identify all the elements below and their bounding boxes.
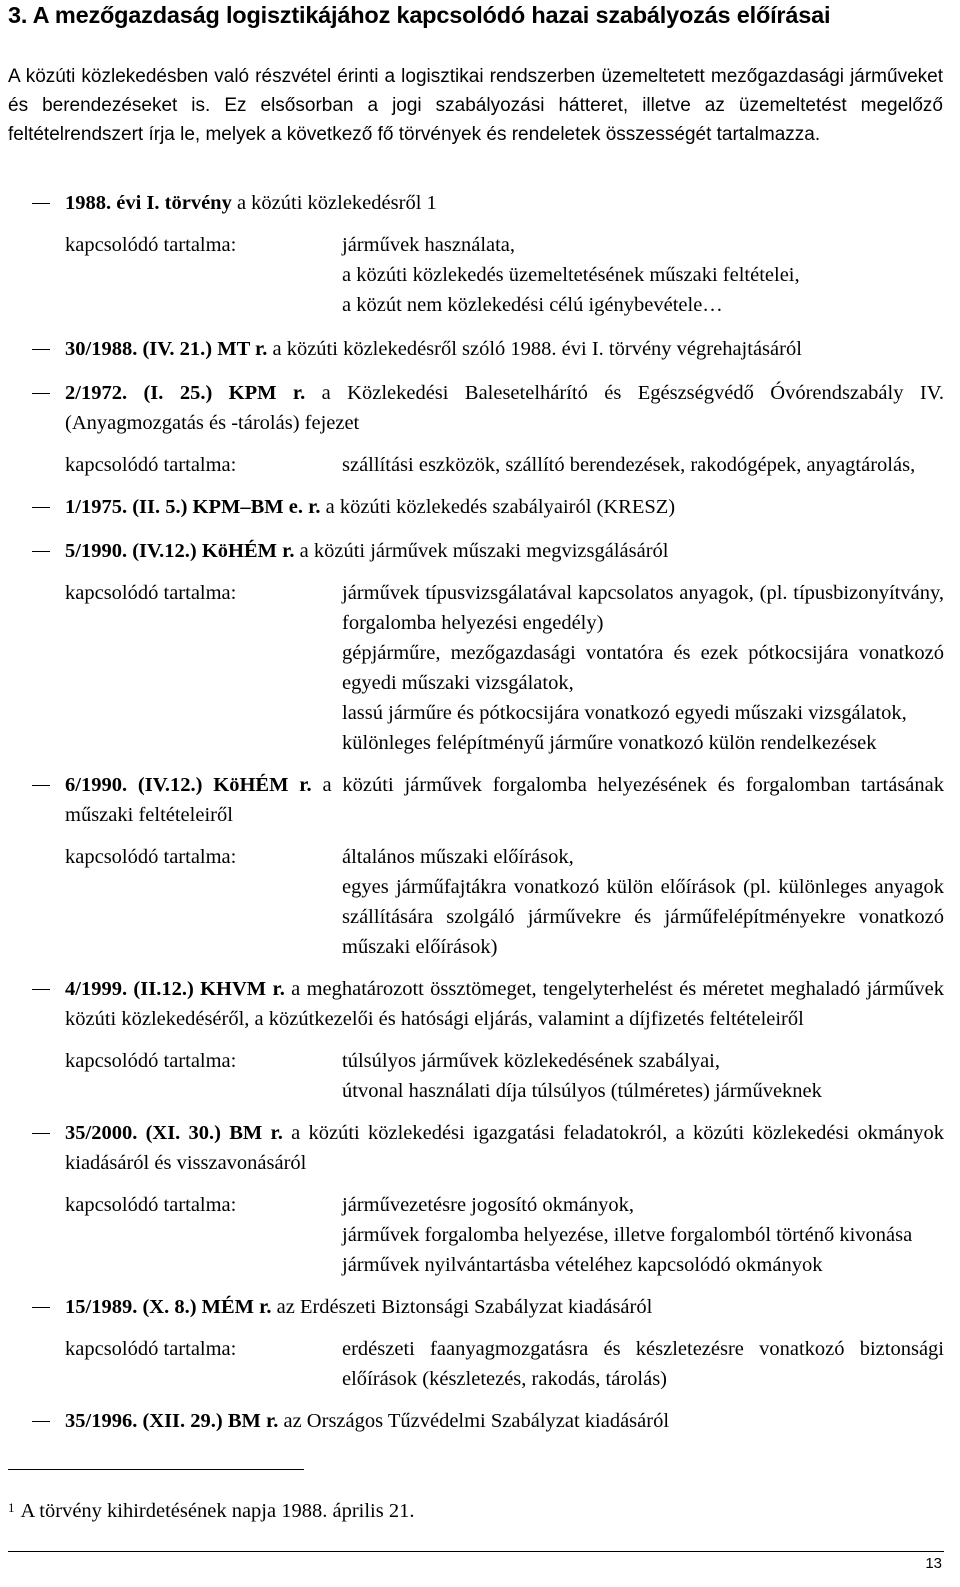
law-entry xyxy=(8,770,944,974)
law-entry xyxy=(8,1292,944,1406)
related-item: járművezetésre jogosító okmányok, xyxy=(342,1194,635,1216)
law-heading xyxy=(8,188,944,218)
related-content xyxy=(8,450,944,480)
list-dash xyxy=(32,551,50,552)
law-title: az Erdészeti Biztonsági Szabályzat kiadásáról xyxy=(271,1296,653,1318)
related-item: lassú járműre és pótkocsijára vonatkozó egyedi műszaki vizsgálatok, xyxy=(342,702,907,724)
law-code: 1988. évi I. törvény xyxy=(65,192,232,214)
intro-paragraph: A közúti közlekedésben való részvétel érinti a logisztikai rendszerben üzemeltetett mezőgazdasági járműveket és berendezéseket is. Ez elsősorban a jogi szabályozási hátteret, illetve az üzemeltetést megelőző feltételrendszert írja le, melyek a következő fő törvények és rendeletek összességét tartalmazza. xyxy=(8,66,943,145)
law-code: 1/1975. (II. 5.) KPM–BM e. r. xyxy=(65,496,321,518)
related-content xyxy=(8,230,944,320)
section-title: 3. A mezőgazdaság logisztikájához kapcsolódó hazai szabályozás előírásai xyxy=(8,2,831,28)
law-title: a közúti közlekedés szabályairól (KRESZ) xyxy=(320,496,676,518)
related-label: kapcsolódó tartalma: xyxy=(65,1194,237,1216)
related-item: túlsúlyos járművek közlekedésének szabályai, xyxy=(342,1050,720,1072)
related-items xyxy=(342,578,944,758)
list-dash xyxy=(32,349,50,350)
list-dash xyxy=(32,393,50,394)
law-heading xyxy=(8,536,944,566)
list-dash xyxy=(32,507,50,508)
footnote-mark: 1 xyxy=(8,1500,15,1515)
related-label: kapcsolódó tartalma: xyxy=(65,582,237,604)
law-heading xyxy=(8,378,944,438)
related-item: szállítási eszközök, szállító berendezések, rakodógépek, anyagtárolás, xyxy=(342,454,916,476)
law-code: 35/1996. (XII. 29.) BM r. xyxy=(65,1410,279,1432)
related-label: kapcsolódó tartalma: xyxy=(65,1050,237,1072)
law-entry xyxy=(8,378,944,492)
related-items xyxy=(342,450,944,480)
related-label: kapcsolódó tartalma: xyxy=(65,1338,237,1360)
law-title: a közúti közlekedésről 1 xyxy=(231,192,437,214)
law-heading xyxy=(8,974,944,1034)
law-title: a Közlekedési Balesetelhárító és Egészségvédő Óvórendszabály IV. (Anyagmozgatás és -tárolás) fejezet xyxy=(65,382,944,434)
list-dash xyxy=(32,1307,50,1308)
law-title: a meghatározott össztömeget, tengelyterhelést és méretet meghaladó járművek közúti közlekedéséről, a közútkezelői és hatósági eljárás, valamint a díjfizetés feltételeiről xyxy=(65,978,944,1030)
related-item: gépjárműre, mezőgazdasági vontatóra és ezek pótkocsijára vonatkozó egyedi műszaki vizsgálatok, xyxy=(342,642,944,694)
law-title: a közúti járművek forgalomba helyezésének és forgalomban tartásának műszaki feltételeiről xyxy=(65,774,944,826)
related-label: kapcsolódó tartalma: xyxy=(65,846,237,868)
footnote xyxy=(8,1496,414,1526)
law-code: 30/1988. (IV. 21.) MT r. xyxy=(65,338,268,360)
related-items xyxy=(342,1190,944,1280)
related-item: erdészeti faanyagmozgatásra és készletezésre vonatkozó biztonsági előírások (készletezés, rakodás, tárolás) xyxy=(342,1338,944,1390)
law-heading xyxy=(8,770,944,830)
law-list xyxy=(8,188,944,1448)
law-title: a közúti közlekedési igazgatási feladatokról, a közúti közlekedési okmányok kiadásáról és visszavonásáról xyxy=(65,1122,944,1174)
law-code: 5/1990. (IV.12.) KöHÉM r. xyxy=(65,540,295,562)
list-dash xyxy=(32,203,50,204)
law-heading xyxy=(8,334,944,364)
related-content xyxy=(8,1046,944,1106)
law-title: a közúti közlekedésről szóló 1988. évi I. törvény végrehajtásáról xyxy=(267,338,802,360)
law-heading xyxy=(8,492,944,522)
law-code: 6/1990. (IV.12.) KöHÉM r. xyxy=(65,774,312,796)
related-item: útvonal használati díja túlsúlyos (túlméretes) járműveknek xyxy=(342,1080,822,1102)
related-content xyxy=(8,1334,944,1394)
law-heading xyxy=(8,1406,944,1436)
list-dash xyxy=(32,989,50,990)
related-item: egyes járműfajtákra vonatkozó külön előírások (pl. különleges anyagok szállítására szolgáló járművekre és járműfelépítményekre vonatkozó műszaki előírások) xyxy=(342,876,944,958)
law-code: 2/1972. (I. 25.) KPM r. xyxy=(65,382,306,404)
law-entry xyxy=(8,1406,944,1448)
law-entry xyxy=(8,334,944,378)
law-code: 15/1989. (X. 8.) MÉM r. xyxy=(65,1296,272,1318)
law-heading xyxy=(8,1118,944,1178)
related-item: különleges felépítményű járműre vonatkozó külön rendelkezések xyxy=(342,732,877,754)
law-entry xyxy=(8,974,944,1118)
related-label: kapcsolódó tartalma: xyxy=(65,234,237,256)
footnote-divider xyxy=(8,1469,304,1470)
related-label: kapcsolódó tartalma: xyxy=(65,454,237,476)
related-items xyxy=(342,1046,944,1106)
list-dash xyxy=(32,785,50,786)
law-title: az Országos Tűzvédelmi Szabályzat kiadásáról xyxy=(278,1410,670,1432)
related-items xyxy=(342,230,944,320)
law-heading xyxy=(8,1292,944,1322)
law-code: 35/2000. (XI. 30.) BM r. xyxy=(65,1122,283,1144)
law-code: 4/1999. (II.12.) KHVM r. xyxy=(65,978,285,1000)
law-entry xyxy=(8,188,944,334)
page-footer-divider xyxy=(8,1551,944,1552)
law-entry xyxy=(8,1118,944,1292)
related-item: járművek nyilvántartásba vételéhez kapcsolódó okmányok xyxy=(342,1254,823,1276)
law-title: a közúti járművek műszaki megvizsgálásáról xyxy=(294,540,669,562)
related-content xyxy=(8,842,944,962)
related-item: általános műszaki előírások, xyxy=(342,846,574,868)
footnote-text: A törvény kihirdetésének napja 1988. április 21. xyxy=(20,1500,415,1522)
related-item: a közút nem közlekedési célú igénybevétele… xyxy=(342,294,723,316)
related-item: járművek típusvizsgálatával kapcsolatos anyagok, (pl. típusbizonyítvány, forgalomba helyezési engedély) xyxy=(342,582,944,634)
page-number: 13 xyxy=(925,1555,942,1572)
related-item: a közúti közlekedés üzemeltetésének műszaki feltételei, xyxy=(342,264,800,286)
list-dash xyxy=(32,1421,50,1422)
related-items xyxy=(342,1334,944,1394)
related-item: járművek forgalomba helyezése, illetve forgalomból történő kivonása xyxy=(342,1224,913,1246)
law-entry xyxy=(8,536,944,770)
law-entry xyxy=(8,492,944,536)
related-content xyxy=(8,578,944,758)
related-items xyxy=(342,842,944,962)
related-content xyxy=(8,1190,944,1280)
related-item: járművek használata, xyxy=(342,234,516,256)
list-dash xyxy=(32,1133,50,1134)
